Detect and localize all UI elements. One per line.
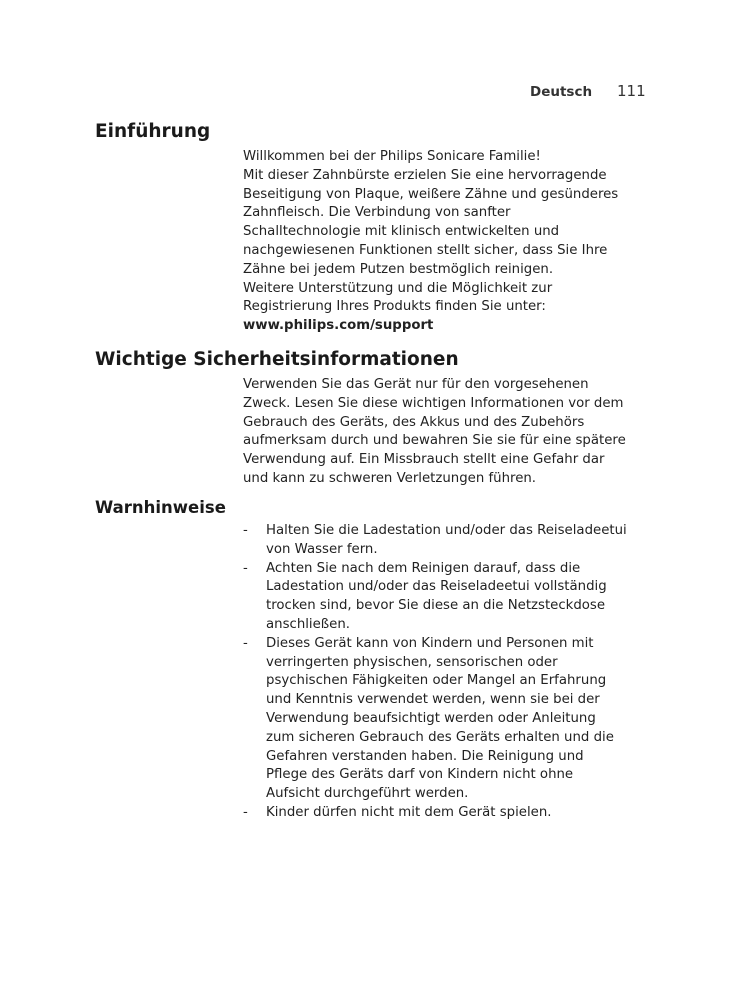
warning-text: Kinder dürfen nicht mit dem Gerät spielen. [266, 804, 552, 820]
warnings-heading: Warnhinweise [95, 498, 226, 517]
bullet-dash: - [243, 523, 248, 538]
intro-welcome: Willkommen bei der Philips Sonicare Familie! [243, 149, 541, 164]
safety-heading: Wichtige Sicherheitsinformationen [95, 349, 459, 370]
safety-section [243, 376, 648, 489]
warning-text: Halten Sie die Ladestation und/oder das Reiseladeetui von Wasser fern. [266, 523, 627, 557]
bullet-dash: - [243, 635, 248, 651]
intro-support-text: Weitere Unterstützung und die Möglichkeit zur Registrierung Ihres Produkts finden Sie unter: [243, 280, 553, 315]
page-header [0, 80, 739, 104]
safety-paragraph: Verwenden Sie das Gerät nur für den vorgesehenen Zweck. Lesen Sie diese wichtigen Informationen vor dem Gebrauch des Geräts, des Akkus und des Zubehörs aufmerksam durch und bewahren Sie sie für eine spätere Verwendung auf. Ein Missbrauch stellt eine Gefahr dar und kann zu schweren Verletzungen führen. [243, 377, 626, 486]
list-item [243, 635, 648, 804]
bullet-dash: - [243, 804, 248, 820]
intro-heading: Einführung [95, 121, 211, 142]
list-item [243, 804, 648, 823]
support-link[interactable]: www.philips.com/support [243, 318, 434, 334]
list-item [243, 560, 648, 635]
warnings-section [243, 522, 648, 823]
bullet-dash: - [243, 560, 248, 576]
intro-section [243, 148, 648, 336]
list-item [243, 522, 648, 560]
warning-text: Dieses Gerät kann von Kindern und Personen mit verringerten physischen, sensorischen oder psychischen Fähigkeiten oder Mangel an Erfahrung und Kenntnis verwendet werden, wenn sie bei der Verwendung beaufsichtigt werden oder Anleitung zum sicheren Gebrauch des Geräts erhalten und die Gefahren verstanden haben. Die Reinigung und Pflege des Geräts darf von Kindern nicht ohne Aufsicht durchgeführt werden. [266, 635, 614, 802]
page-number: 111 [617, 82, 646, 100]
warning-text: Achten Sie nach dem Reinigen darauf, dass die Ladestation und/oder das Reiseladeetui vollständig trocken sind, bevor Sie diese an die Netzsteckdose anschließen. [266, 560, 607, 632]
warnings-list [243, 522, 648, 823]
language-label: Deutsch [530, 84, 593, 100]
intro-description: Mit dieser Zahnbürste erzielen Sie eine hervorragende Beseitigung von Plaque, weißere Zähne und gesünderes Zahnfleisch. Die Verbindung von sanfter Schalltechnologie mit klinisch entwickelten und nachgewiesenen Funktionen stellt sicher, dass Sie Ihre Zähne bei jedem Putzen bestmöglich reinigen. [243, 167, 619, 277]
